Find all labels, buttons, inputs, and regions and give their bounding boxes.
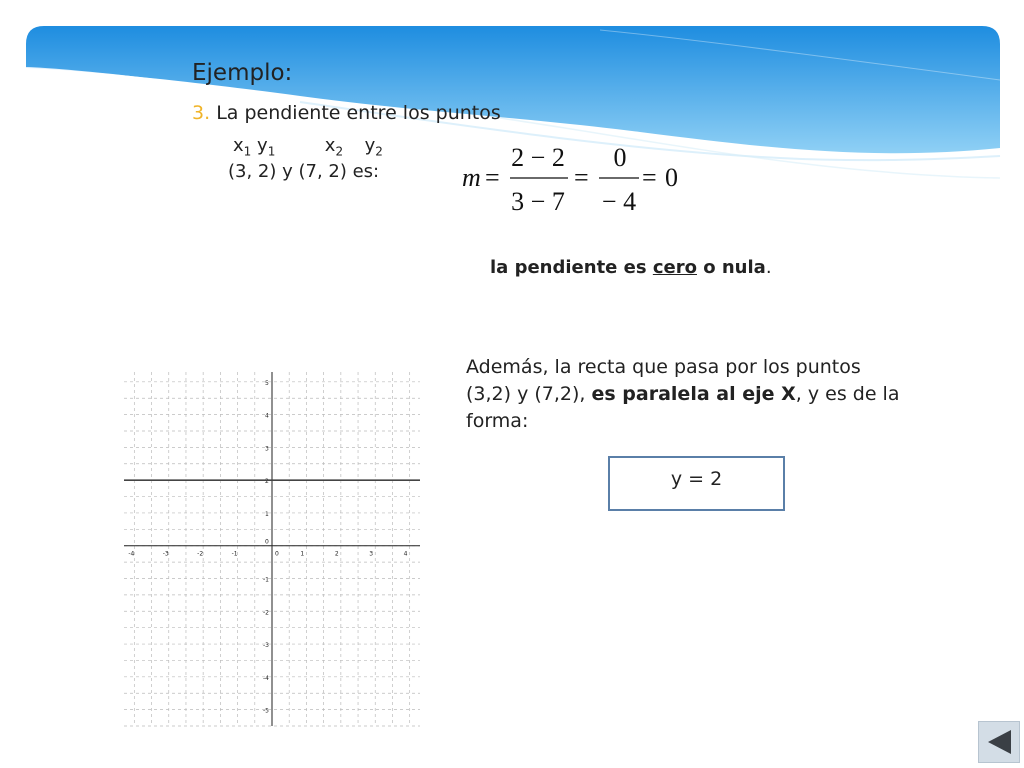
item-statement (192, 102, 501, 124)
explanation-bold: es paralela al eje X (591, 383, 796, 405)
x-tick-label: -1 (231, 550, 238, 558)
conclusion-suffix: o nula (696, 257, 766, 278)
y-tick-label: 3 (265, 445, 269, 453)
x-tick-label: 0 (275, 550, 279, 558)
formula-denominator-1: 3 − 7 (511, 187, 565, 216)
label-y2: $y_2$ (364, 135, 383, 159)
y-tick-label: -2 (263, 609, 269, 617)
y-tick-label: -4 (263, 674, 269, 682)
conclusion-period: . (765, 257, 772, 278)
formula-numerator-1: 2 − 2 (511, 143, 565, 172)
x-tick-label: 3 (369, 550, 374, 558)
y-tick-label: -5 (263, 707, 269, 715)
conclusion-cero: cero (652, 257, 697, 278)
coordinate-graph (118, 368, 424, 732)
y-tick-label: 0 (265, 538, 269, 546)
equation-box: y = 2 (608, 456, 785, 511)
y-tick-label: 1 (265, 510, 269, 518)
x-tick-label: 2 (334, 550, 339, 558)
coordinate-labels (233, 135, 383, 159)
label-x2: $x_2$ (324, 135, 344, 159)
slope-formula (452, 138, 702, 218)
item-text: La pendiente entre los puntos (216, 102, 501, 124)
y-tick-label: -1 (263, 576, 269, 584)
formula-result: 0 (665, 163, 678, 192)
explanation-text (466, 354, 906, 435)
x-tick-label: -4 (128, 550, 135, 558)
conclusion-text (490, 257, 772, 278)
y-tick-label: 4 (265, 412, 269, 420)
formula-denominator-2: − 4 (601, 187, 637, 216)
conclusion-prefix: la pendiente es (490, 257, 653, 278)
y-tick-label: -3 (263, 642, 269, 650)
x-tick-label: -3 (162, 550, 169, 558)
explanation-part2: , y es de la forma: (466, 383, 900, 432)
formula-numerator-2: 0 (613, 143, 627, 172)
formula-equals-1: = (485, 163, 500, 192)
formula-m: m (462, 163, 481, 192)
y-tick-label: 2 (265, 478, 269, 486)
explanation-part1: Además, la recta que pasa por los puntos (3,2) y (7,2), (466, 356, 861, 405)
x-tick-label: 1 (300, 550, 305, 558)
label-x1: $x_1$ (233, 135, 252, 159)
slide-title: Ejemplo: (192, 60, 293, 86)
formula-equals-2: = (574, 163, 589, 192)
points-text: (3, 2) y (7, 2) es: (228, 161, 380, 182)
label-y1: $y_1$ (257, 135, 276, 159)
item-number: 3. (192, 102, 211, 124)
back-button[interactable] (978, 721, 1020, 763)
formula-equals-3: = (642, 163, 657, 192)
y-tick-label: 5 (265, 379, 269, 387)
x-tick-label: -2 (197, 550, 204, 558)
x-tick-label: 4 (403, 550, 408, 558)
back-arrow-icon (984, 727, 1014, 757)
